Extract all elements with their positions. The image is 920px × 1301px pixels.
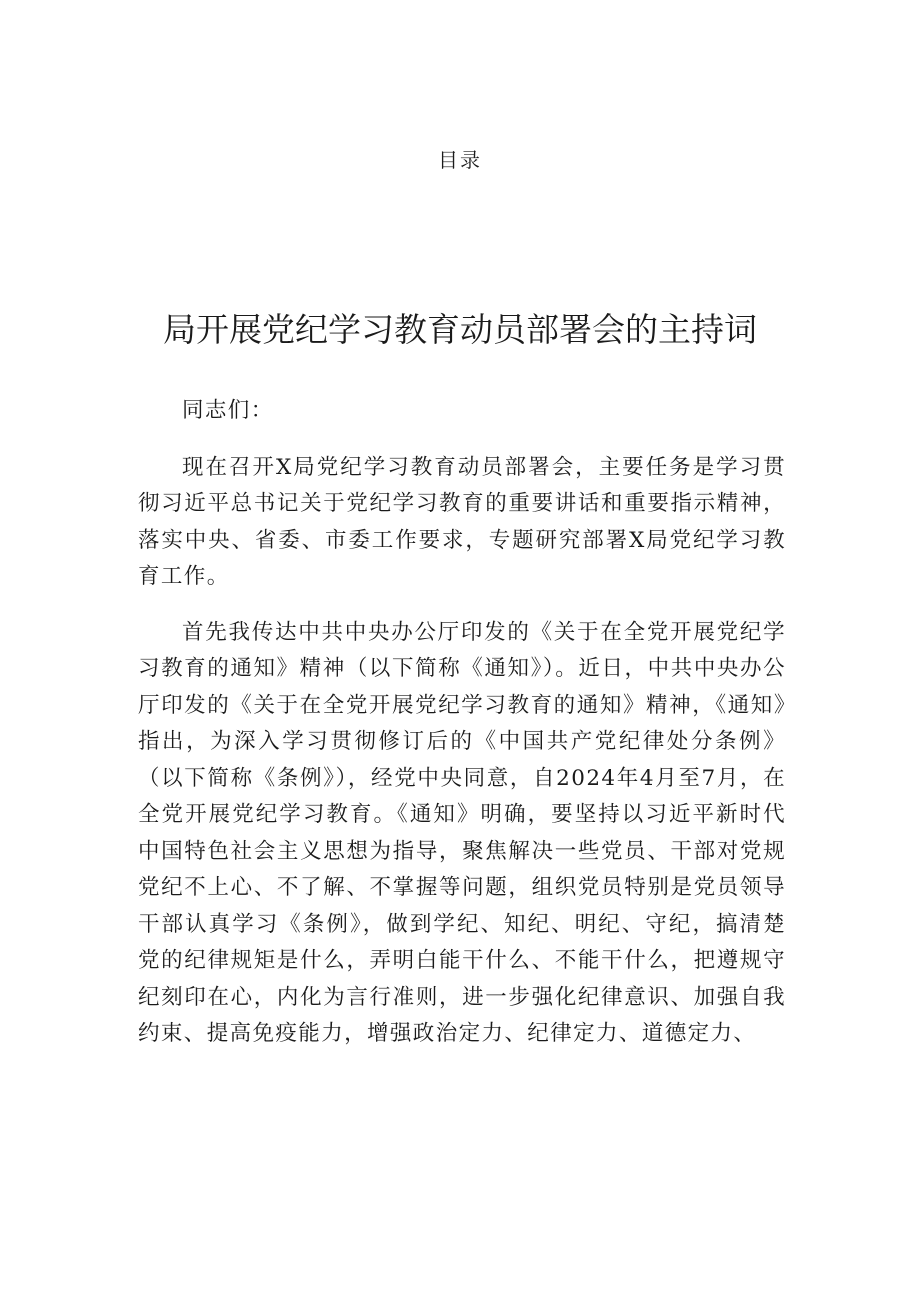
greeting: 同志们： xyxy=(182,398,274,423)
paragraph-opening: 现在召开X局党纪学习教育动员部署会，主要任务是学习贯彻习近平总书记关于党纪学习教育的重要讲话和重要指示精神，落实中央、省委、市委工作要求，专题研究部署X局党纪学习教育工作。 xyxy=(138,454,786,589)
toc-label: 目录 xyxy=(438,148,482,172)
paragraph-notice: 首先我传达中共中央办公厅印发的《关于在全党开展党纪学习教育的通知》精神（以下简称《通知》）。近日，中共中央办公厅印发的《关于在全党开展党纪学习教育的通知》精神，《通知》指出，为深入学习贯彻修订后的《中国共产党纪律处分条例》（以下简称《条例》），经党中央同意，自2024年4月至7月，在全党开展党纪学习教育。《通知》明确，要坚持以习近平新时代中国特色社会主义思想为指导，聚焦解决一些党员、干部对党规党纪不上心、不了解、不掌握等问题，组织党员特别是党员领导干部认真学习《条例》，做到学纪、知纪、明纪、守纪，搞清楚党的纪律规矩是什么，弄明白能干什么、不能干什么，把遵规守纪刻印在心，内化为言行准则，进一步强化纪律意识、加强自我约束、提高免疫能力，增强政治定力、纪律定力、道德定力、 xyxy=(138,619,786,1046)
document-body xyxy=(138,393,786,1072)
document-title: 局开展党纪学习教育动员部署会的主持词 xyxy=(163,310,757,349)
